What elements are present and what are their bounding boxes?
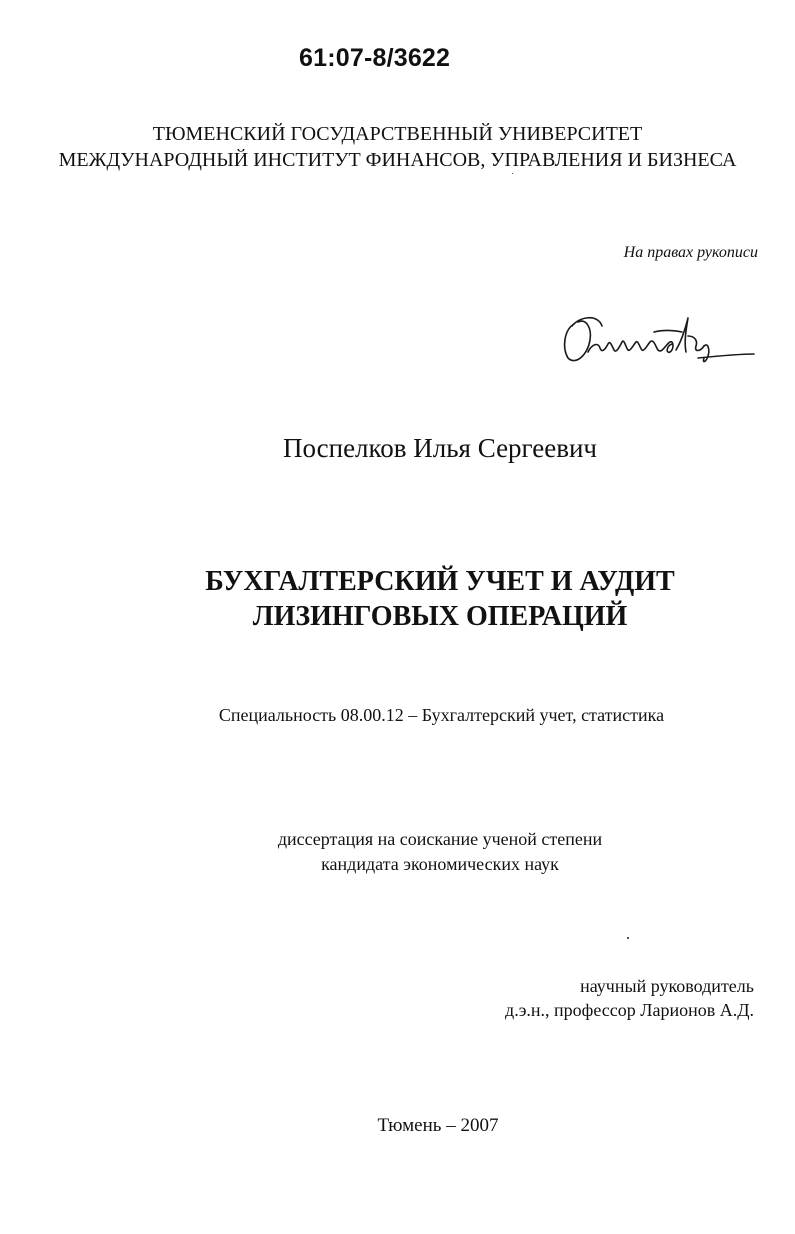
supervisor-name: д.э.н., профессор Ларионов А.Д.: [505, 1000, 754, 1020]
university-name: ТЮМЕНСКИЙ ГОСУДАРСТВЕННЫЙ УНИВЕРСИТЕТ: [152, 123, 643, 145]
author-name: Поспелков Илья Сергеевич: [282, 433, 598, 463]
city-year: Тюмень – 2007: [377, 1115, 499, 1136]
dissertation-title-line-1: БУХГАЛТЕРСКИЙ УЧЕТ И АУДИТ: [205, 566, 675, 597]
degree-line-2: кандидата экономических наук: [321, 854, 559, 874]
manuscript-note: На правах рукописи: [623, 244, 758, 261]
scan-speck: [512, 173, 513, 174]
scan-speck: [627, 937, 629, 939]
archive-stamp-code: 61:07-8/3622: [299, 44, 451, 72]
signature-icon: [558, 296, 758, 376]
supervisor-role: научный руководитель: [580, 976, 754, 996]
dissertation-title-line-2: ЛИЗИНГОВЫХ ОПЕРАЦИЙ: [252, 601, 628, 632]
institute-name: МЕЖДУНАРОДНЫЙ ИНСТИТУТ ФИНАНСОВ, УПРАВЛЕНИЯ И БИЗНЕСА: [58, 149, 737, 171]
degree-line-1: диссертация на соискание ученой степени: [277, 829, 603, 849]
specialty: Специальность 08.00.12 – Бухгалтерский учет, статистика: [218, 705, 665, 725]
